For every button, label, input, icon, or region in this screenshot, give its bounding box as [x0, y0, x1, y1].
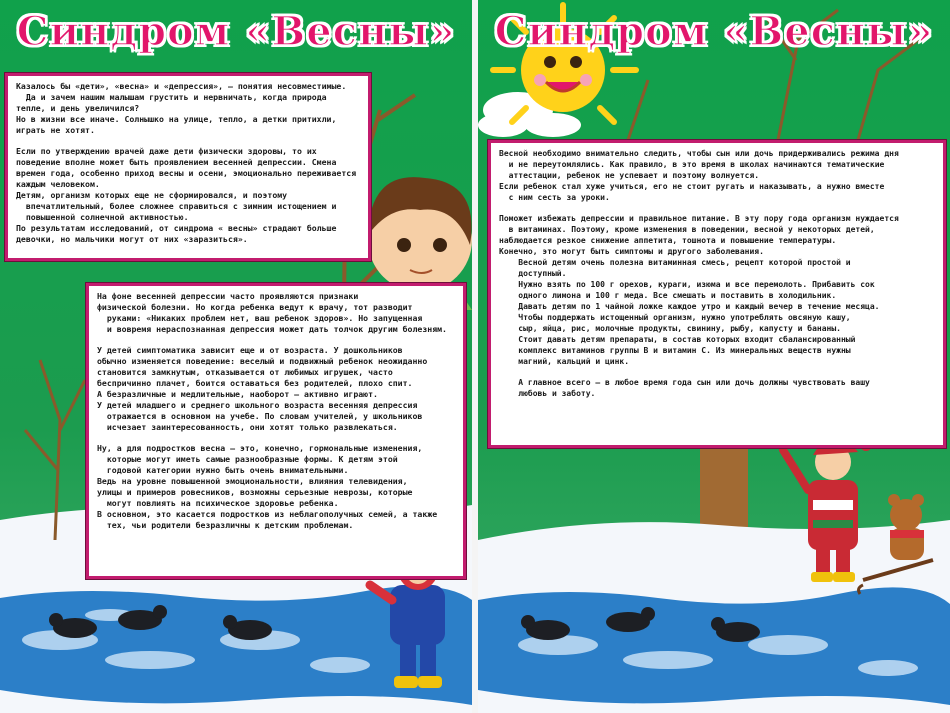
text-line: девочки, но мальчики могут от них «заразиться». — [16, 234, 248, 244]
text-line: А главное всего – в любое время года сын или дочь должны чувствовать вашу — [499, 378, 870, 387]
text-line: Да и зачем нашим малышам грустить и нервничать, когда природа — [16, 92, 327, 102]
text-line: На фоне весенней депрессии часто проявляются признаки — [97, 291, 359, 301]
text-line: тепле, и день увеличился? — [16, 103, 140, 113]
paragraph-gap — [97, 335, 455, 345]
text-line: комплекс витаминов группы B и витамин C. Из минеральных веществ нужны — [499, 346, 851, 355]
text-line: У детей симптоматика зависит еще и от возраста. У дошкольников — [97, 345, 403, 355]
right-page — [478, 0, 950, 713]
left-text-box-bottom — [86, 283, 466, 579]
text-line: А безразличные и медлительные, наоборот – активно играют. — [97, 389, 378, 399]
text-line: доступный. — [499, 269, 567, 278]
paragraph-gap — [97, 433, 455, 443]
text-line: годовой категории нужно быть очень внимательными. — [97, 465, 349, 475]
text-line: Если ребенок стал хуже учиться, его не стоит ругать и наказывать, а нужно вместе — [499, 182, 885, 191]
text-line: и не переутомлялись. Как правило, в это время в школах начинаются тематические — [499, 160, 885, 169]
text-line: Но в жизни все иначе. Солнышко на улице, тепло, а детки притихли, — [16, 114, 337, 124]
text-line: Детям, организм которых еще не сформировался, и поэтому — [16, 190, 288, 200]
text-line: каждым человеком. — [16, 179, 100, 189]
text-line: Конечно, это могут быть симптомы и другого заболевания. — [499, 247, 764, 256]
text-line: обычно изменяется поведение: веселый и подвижный ребенок неожиданно — [97, 356, 428, 366]
text-line: отражается в основном на учебе. По словам учителей, у школьников — [97, 411, 423, 421]
text-line: Если по утверждению врачей даже дети физически здоровы, то их — [16, 146, 317, 156]
text-line: Чтобы поддержать истощенный организм, нужно употреблять овсяную кашу, — [499, 313, 851, 322]
text-line: Казалось бы «дети», «весна» и «депрессия», – понятия несовместимые. — [16, 81, 347, 91]
text-line: Давать детям по 1 чайной ложке каждое утро и каждый вечер в течение месяца. — [499, 302, 880, 311]
left-text-box-top — [5, 73, 371, 261]
text-line: Стоит давать детям препараты, в состав которых входит сбалансированный — [499, 335, 856, 344]
text-line: физической болезни. Но когда ребенка ведут к врачу, тот разводит — [97, 302, 413, 312]
left-page — [0, 0, 472, 713]
text-line: и вовремя нераспознанная депрессия может дать толчок другим болезням. — [97, 324, 447, 334]
text-line: с ним сесть за уроки. — [499, 193, 610, 202]
text-line: беспричинно плачет, боится оставаться без родителей, плохо спит. — [97, 378, 413, 388]
text-line: У детей младшего и среднего школьного возраста весенняя депрессия — [97, 400, 418, 410]
text-line: Нужно взять по 100 г орехов, кураги, изюма и все перемолоть. Прибавить сок — [499, 280, 875, 289]
text-line: В основном, это касается подростков из неблагополучных семей, а также — [97, 509, 438, 519]
text-line: Ведь на уровне повышенной эмоциональности, влияния телевидения, — [97, 476, 408, 486]
text-line: Весной необходимо внимательно следить, чтобы сын или дочь придерживались режима дня — [499, 149, 899, 158]
text-line: магний, кальций и цинк. — [499, 357, 630, 366]
paragraph-gap — [16, 136, 360, 146]
text-line: в витаминах. Поэтому, кроме изменения в поведении, весной у некоторых детей, — [499, 225, 875, 234]
text-line: впечатлительный, более сложнее справиться с зимним истощением и — [16, 201, 337, 211]
text-line: сыр, яйца, рис, молочные продукты, свинину, рыбу, капусту и бананы. — [499, 324, 841, 333]
text-line: Ну, а для подростков весна – это, конечно, гормональные изменения, — [97, 443, 423, 453]
right-text-box — [488, 140, 946, 448]
text-line: Весной детям очень полезна витаминная смесь, рецепт которой простой и — [499, 258, 851, 267]
text-line: которые могут иметь самые разнообразные формы. К детям этой — [97, 454, 398, 464]
paragraph-gap — [499, 203, 935, 213]
text-line: любовь и заботу. — [499, 389, 596, 398]
text-line: исчезает заинтересованность, они хотят только развлекаться. — [97, 422, 398, 432]
text-line: повышенной солнечной активностью. — [16, 212, 189, 222]
text-line: аттестации, ребенок не успевает и поэтому волнуется. — [499, 171, 760, 180]
text-line: становится замкнутым, отказывается от любимых игрушек, часто — [97, 367, 393, 377]
right-page-title: Синдром «Весны» — [494, 8, 934, 55]
paragraph-gap — [499, 367, 935, 377]
text-line: играть не хотят. — [16, 125, 95, 135]
text-line: времен года, особенно приход весны и осени, эмоционально переживается — [16, 168, 357, 178]
text-line: руками: «Никаких проблем нет, ваш ребенок здоров». Но запущенная — [97, 313, 423, 323]
text-line: поведение вполне может быть проявлением весенней депрессии. Смена — [16, 157, 337, 167]
text-line: улицы и примеров ровесников, возможны серьезные неврозы, которые — [97, 487, 413, 497]
text-line: По результатам исследований, от синдрома « весны» страдают больше — [16, 223, 337, 233]
text-line: одного лимона и 100 г меда. Все смешать и поставить в холодильник. — [499, 291, 837, 300]
text-line: наблюдается резкое снижение аппетита, тошнота и повышение температуры. — [499, 236, 837, 245]
left-page-title: Синдром «Весны» — [16, 8, 456, 55]
text-line: тех, чьи родители безразличны к детским проблемам. — [97, 520, 354, 530]
text-line: Поможет избежать депрессии и правильное питание. В эту пору года организм нуждается — [499, 214, 899, 223]
text-line: могут повлиять на психическое здоровье ребенка. — [97, 498, 339, 508]
